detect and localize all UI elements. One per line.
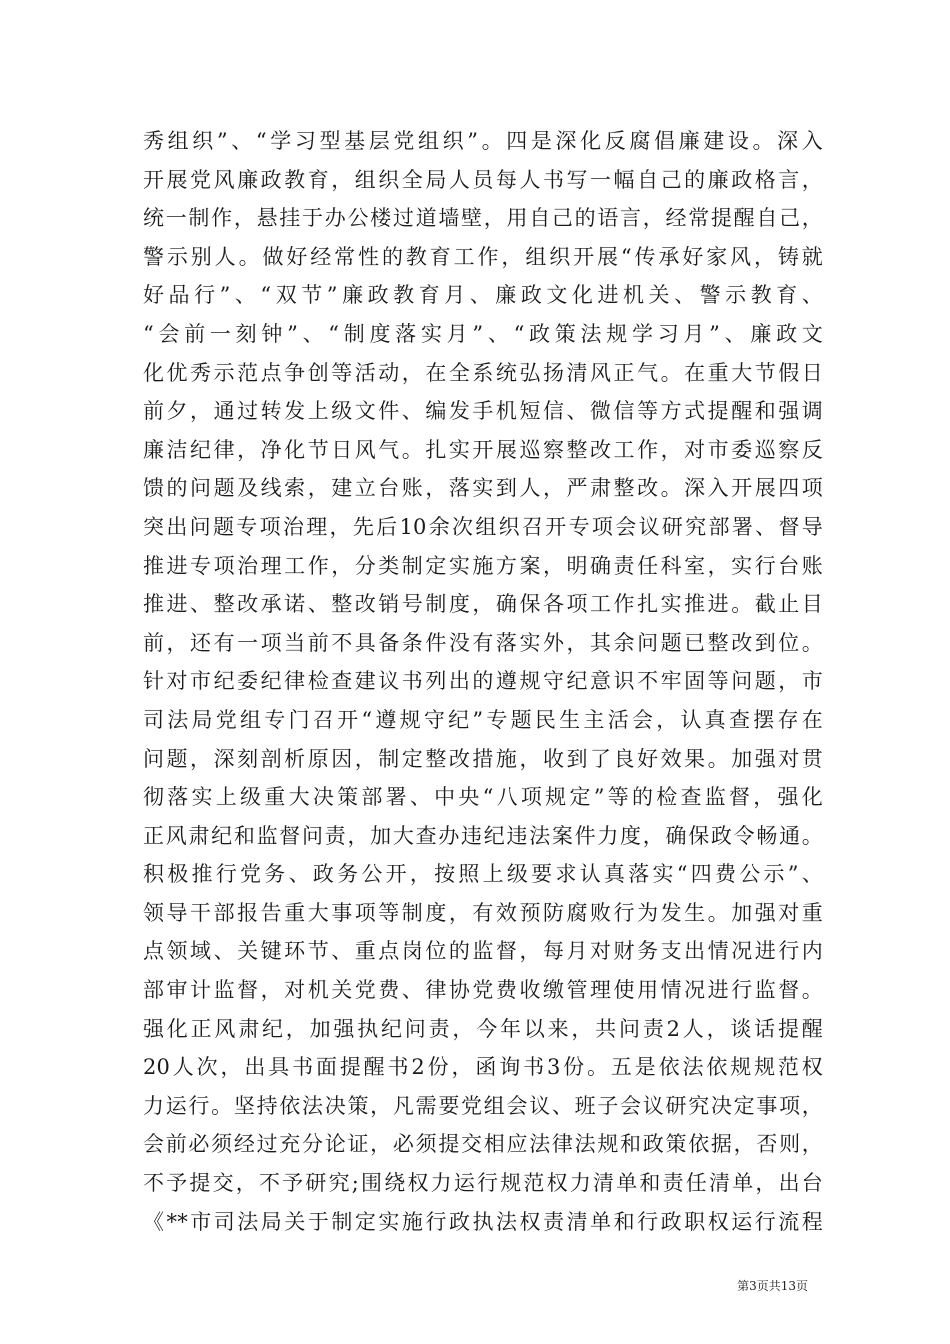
- text-line: 好品行”、“双节”廉政教育月、廉政文化进机关、警示教育、: [143, 283, 823, 308]
- text-line: 推进、整改承诺、整改销号制度，确保各项工作扎实推进。截止目: [143, 592, 823, 617]
- text-line: 会前必须经过充分论证，必须提交相应法律法规和政策依据，否则，: [143, 1132, 823, 1157]
- text-line: 馈的问题及线索，建立台账，落实到人，严肃整改。深入开展四项: [143, 476, 823, 501]
- text-line: 司法局党组专门召开“遵规守纪”专题民生主活会，认真查摆存在: [143, 707, 823, 732]
- page-number-footer: 第3页共13页: [737, 1279, 808, 1293]
- text-line: 彻落实上级重大决策部署、中央“八项规定”等的检查监督，强化: [143, 785, 823, 810]
- text-line: 力运行。坚持依法决策，凡需要党组会议、班子会议研究决定事项，: [143, 1093, 823, 1118]
- text-line: 强化正风肃纪，加强执纪问责，今年以来，共问责2人，谈话提醒: [143, 1016, 823, 1041]
- text-line: 秀组织”、“学习型基层党组织”。四是深化反腐倡廉建设。深入: [143, 129, 823, 153]
- text-line: 点领域、关键环节、重点岗位的监督，每月对财务支出情况进行内: [143, 939, 823, 964]
- text-line: 前，还有一项当前不具备条件没有落实外，其余问题已整改到位。: [143, 630, 823, 655]
- text-line: 20人次，出具书面提醒书2份，函询书3份。五是依法依规规范权: [143, 1055, 823, 1080]
- text-line: 正风肃纪和监督问责，加大查办违纪违法案件力度，确保政令畅通。: [143, 823, 823, 848]
- text-line: 部审计监督，对机关党费、律协党费收缴管理使用情况进行监督。: [143, 978, 823, 1003]
- text-line: 领导干部报告重大事项等制度，有效预防腐败行为发生。加强对重: [143, 900, 823, 925]
- text-line: 警示别人。做好经常性的教育工作，组织开展“传承好家风，铸就: [143, 244, 823, 269]
- text-line: 廉洁纪律，净化节日风气。扎实开展巡察整改工作，对市委巡察反: [143, 437, 823, 462]
- text-line: 开展党风廉政教育，组织全局人员每人书写一幅自己的廉政格言，: [143, 167, 823, 192]
- text-line: 推进专项治理工作，分类制定实施方案，明确责任科室，实行台账: [143, 553, 823, 578]
- body-paragraph: [143, 122, 823, 1241]
- text-line: 《**市司法局关于制定实施行政执法权责清单和行政职权运行流程: [143, 1209, 823, 1234]
- text-line: 针对市纪委纪律检查建议书列出的遵规守纪意识不牢固等问题，市: [143, 669, 823, 694]
- text-line: 前夕，通过转发上级文件、编发手机短信、微信等方式提醒和强调: [143, 399, 823, 424]
- text-line: 突出问题专项治理，先后10余次组织召开专项会议研究部署、督导: [143, 514, 823, 539]
- text-line: 化优秀示范点争创等活动，在全系统弘扬清风正气。在重大节假日: [143, 360, 823, 385]
- text-line: “会前一刻钟”、“制度落实月”、“政策法规学习月”、廉政文: [143, 321, 823, 346]
- text-line: 问题，深刻剖析原因，制定整改措施，收到了良好效果。加强对贯: [143, 746, 823, 771]
- text-line: 统一制作，悬挂于办公楼过道墙壁，用自己的语言，经常提醒自己，: [143, 206, 823, 231]
- text-line: 积极推行党务、政务公开，按照上级要求认真落实“四费公示”、: [143, 862, 823, 887]
- text-line: 不予提交，不予研究;围绕权力运行规范权力清单和责任清单，出台: [143, 1171, 823, 1196]
